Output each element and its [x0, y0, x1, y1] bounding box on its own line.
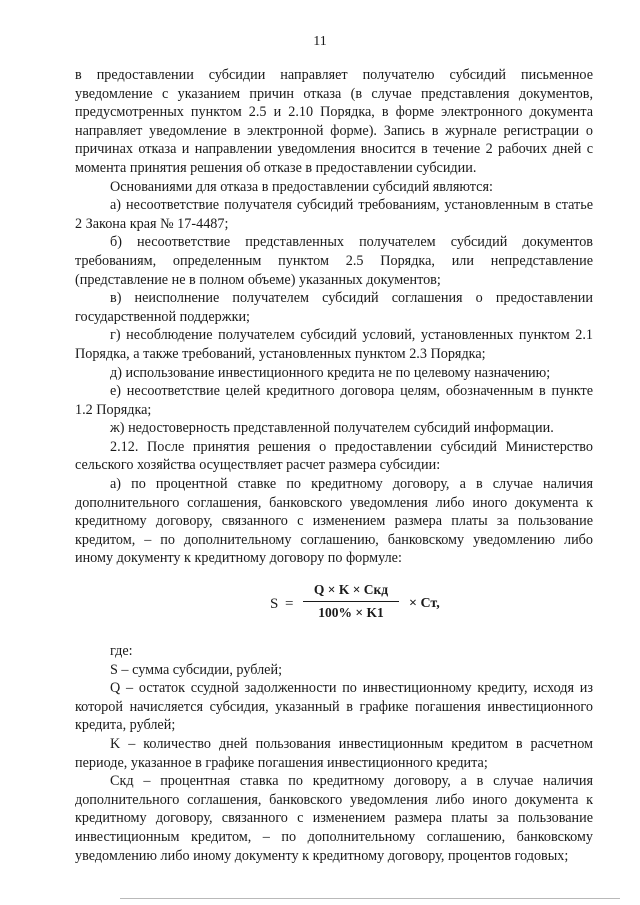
definition-item: S – сумма субсидии, рублей; — [110, 661, 283, 678]
subsidy-formula — [75, 580, 593, 630]
list-item: б) несоответствие представленных получателем субсидий документов требованиям, определенным пунктом 2.5 Порядка, или непредставление (представление не в полном объеме) указанных документов; — [75, 234, 593, 288]
formula-numerator: Q × K × Скд — [313, 582, 389, 598]
page-bottom-rule — [120, 898, 620, 899]
list-item: е) несоответствие целей кредитного договора целям, обозначенным в пункте 1.2 Порядка; — [75, 383, 593, 418]
formula-denominator: 100% × K1 — [318, 605, 384, 621]
fraction-bar — [303, 601, 399, 602]
paragraph: 2.12. После принятия решения о предоставлении субсидий Министерство сельского хозяйства осуществляет расчет размера субсидии: — [75, 438, 593, 474]
list-item: ж) недостоверность представленной получателем субсидий информации. — [110, 420, 554, 437]
list-item: в) неисполнение получателем субсидий соглашения о предоставлении государственной поддержки; — [75, 290, 593, 325]
paragraph: в предоставлении субсидии направляет получателю субсидий письменное уведомление с указанием причин отказа (в случае представления документов, предусмотренных пунктом 2.5 и 2.10 Порядка, в форме электронного документа направляет уведомление в электронной форме). Запись в журнале регистрации о причинах отказа и направлении уведомления вносится в течение 2 рабочих дней с момента принятия решения об отказе в предоставлении субсидии. — [75, 67, 593, 176]
formula-lhs: S — [270, 596, 279, 613]
definition-item: K – количество дней пользования инвестиционным кредитом в расчетном периоде, указанное в графике погашения инвестиционного кредита; — [75, 736, 593, 771]
paragraph: Основаниями для отказа в предоставлении субсидий являются: — [110, 178, 493, 195]
list-item: а) по процентной ставке по кредитному договору, а в случае наличия дополнительного соглашения, банковского уведомления либо иного документа к кредитному договору, связанного с изменением размера платы за пользование кредитом, – по дополнительному соглашению, банковскому уведомлению либо иному документу к кредитному договору по формуле: — [75, 476, 593, 567]
definition-item: Скд – процентная ставка по кредитному договору, а в случае наличия дополнительного соглашения, банковского уведомления либо иного документа к кредитному договору, связанного с изменением размера платы за пользование инвестиционным кредитом, – по дополнительному соглашению, банковскому уведомлению либо иному документу к кредитному договору, процентов годовых; — [75, 773, 593, 864]
list-item: г) несоблюдение получателем субсидий условий, установленных пунктом 2.1 Порядка, а также требований, установленных пунктом 2.3 Порядка; — [75, 327, 593, 362]
paragraph: где: — [110, 643, 133, 660]
list-item: а) несоответствие получателя субсидий требованиям, установленным в статье 2 Закона края № 17-4487; — [75, 197, 593, 232]
formula-equals: = — [285, 596, 294, 613]
formula-multiplier: × Ст, — [409, 596, 440, 612]
page-number: 11 — [313, 34, 327, 49]
formula-fraction — [301, 580, 401, 623]
document-body — [75, 66, 593, 865]
definition-item: Q – остаток ссудной задолженности по инвестиционному кредиту, исходя из которой начисляется субсидия, указанный в графике погашения инвестиционного кредита, рублей; — [75, 680, 593, 734]
list-item: д) использование инвестиционного кредита не по целевому назначению; — [110, 364, 551, 381]
